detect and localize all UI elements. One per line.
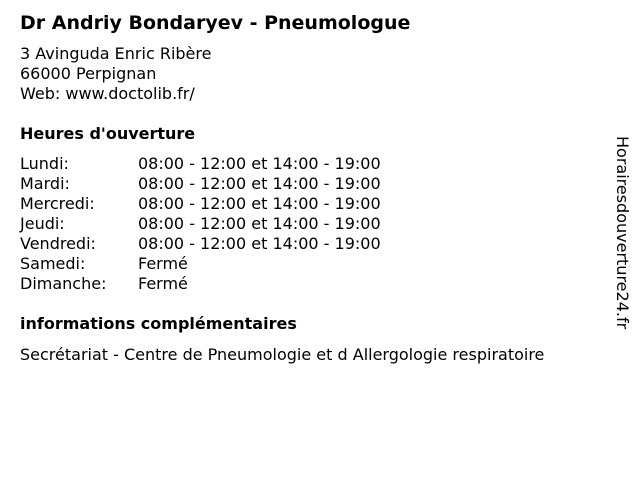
day-label: Samedi:: [20, 254, 86, 273]
time-value: Fermé: [138, 274, 188, 293]
time-value: 08:00 - 12:00 et 14:00 - 19:00: [138, 194, 381, 213]
address-street: 3 Avinguda Enric Ribère: [20, 44, 212, 63]
time-value: 08:00 - 12:00 et 14:00 - 19:00: [138, 234, 381, 253]
opening-hours-heading: Heures d'ouverture: [20, 124, 196, 143]
additional-info-heading: informations complémentaires: [20, 314, 297, 333]
day-label: Vendredi:: [20, 234, 96, 253]
time-value: 08:00 - 12:00 et 14:00 - 19:00: [138, 214, 381, 233]
additional-info-text: Secrétariat - Centre de Pneumologie et d Allergologie respiratoire: [20, 345, 545, 364]
time-value: 08:00 - 12:00 et 14:00 - 19:00: [138, 154, 381, 173]
time-value: Fermé: [138, 254, 188, 273]
day-label: Jeudi:: [20, 214, 65, 233]
day-label: Mercredi:: [20, 194, 95, 213]
day-label: Mardi:: [20, 174, 70, 193]
address-city: 66000 Perpignan: [20, 64, 157, 83]
page-title: Dr Andriy Bondaryev - Pneumologue: [20, 12, 411, 34]
address-web: Web: www.doctolib.fr/: [20, 84, 195, 103]
day-label: Dimanche:: [20, 274, 107, 293]
time-value: 08:00 - 12:00 et 14:00 - 19:00: [138, 174, 381, 193]
watermark-brand: Horairesdouverture24.fr: [613, 136, 632, 330]
address-block: [20, 44, 211, 104]
day-label: Lundi:: [20, 154, 69, 173]
